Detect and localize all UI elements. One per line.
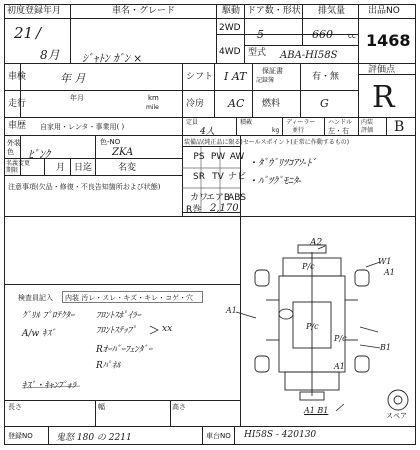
- hw-doors: 5: [257, 28, 264, 41]
- mark-p-top: P/c: [302, 262, 315, 271]
- length-label: 長さ: [8, 403, 22, 411]
- shift-label: シフト: [186, 72, 214, 82]
- grade-label: 評価点: [368, 65, 396, 75]
- cc-unit: cc: [348, 32, 356, 40]
- nc-type: 名変: [118, 163, 137, 173]
- color-no-label: 色-NO: [100, 138, 121, 146]
- equipment-title: 装備品(純正品に限る): [184, 139, 243, 146]
- equip-abs: ABS: [228, 193, 246, 203]
- inspector-note-2: A/w ｷｽﾞ: [22, 329, 56, 339]
- mark-a1-left: A1: [226, 306, 237, 315]
- inspector-note-6: Rﾊﾟﾈﾙ: [96, 361, 121, 371]
- mark-a1-right: A1: [384, 268, 395, 277]
- chassis-label: 車台NO: [206, 432, 231, 440]
- inspector-note-1: ｸﾞﾘﾙ ﾌﾟﾛﾃｸﾀｰ: [22, 311, 75, 321]
- usage-label: 車歴: [8, 121, 27, 131]
- hw-year: 21: [14, 24, 34, 42]
- hw-displacement: 660: [312, 28, 333, 41]
- r-value: 2,170: [210, 203, 239, 214]
- dealer-label: ディーラー: [286, 119, 316, 126]
- cooling-value: AC: [228, 97, 245, 110]
- inspector-note-5: ﾌﾛﾝﾄｽﾃｯﾌﾟ: [96, 326, 137, 336]
- mark-a2: A2: [310, 238, 323, 248]
- fuel-label: 燃料: [262, 99, 281, 109]
- mark-p-mid: P/c: [306, 322, 319, 331]
- equip-aw: AW: [229, 152, 245, 162]
- inspector-categories: 内装 汚レ・スレ・キズ・キレ・コゲ・穴: [65, 294, 194, 302]
- sales-point-1: ・ﾀﾞｳﾞﾘﾂｺｱｿ-ﾄﾞ: [248, 158, 317, 169]
- shaken-value: 年 月: [60, 72, 86, 85]
- unit-mile: mile: [146, 104, 159, 111]
- car-name-label: 車名・グレード: [112, 6, 176, 16]
- nc-month: 月: [56, 163, 66, 173]
- equip-airbag: エアB: [205, 193, 231, 203]
- warranty-sub: 記録簿: [256, 77, 275, 84]
- loading-unit: kg: [272, 127, 280, 134]
- hw-month: 8月: [40, 48, 60, 62]
- shift-value: I AT: [224, 70, 247, 83]
- mark-b1: B1: [380, 343, 391, 352]
- drive-4wd: 4WD: [219, 47, 241, 57]
- r-label: R巻: [186, 205, 202, 215]
- capacity-label: 定員: [186, 119, 199, 126]
- nc-day: 日迄: [74, 163, 93, 173]
- lot-number: 1468: [366, 31, 411, 50]
- drive-2wd: 2WD: [219, 23, 241, 33]
- warranty-value: 有・無: [312, 72, 340, 82]
- displacement-label: 排気量: [318, 6, 346, 16]
- dealer-sub: 並行: [292, 127, 305, 134]
- sales-point-title: セールスポイント(正常に作動するもの): [243, 139, 350, 146]
- inspector-title: 検査員記入: [18, 294, 53, 302]
- usage-value: 自家用・レンタ・事業用( ): [40, 123, 125, 131]
- name-change-sub: 期限: [6, 167, 19, 174]
- inspector-note-8: ｷｽﾞ・ｷｬﾝﾌﾟｫﾗ: [22, 381, 77, 391]
- color-no-value: ZKA: [112, 147, 134, 158]
- hw-car-name: ｼﾞｬﾄﾝ ｶﾞﾝ ×: [82, 52, 143, 65]
- shaken-label: 車検: [8, 72, 27, 82]
- loading-label: 積載: [240, 119, 253, 126]
- equip-tv: TV: [212, 172, 224, 182]
- drive-label: 駆動: [222, 6, 241, 16]
- chassis-value: HI58S - 420130: [244, 430, 317, 440]
- model-label: 型式: [248, 48, 267, 58]
- inspector-note-7: xx: [162, 324, 173, 334]
- mark-a1-bottom: A1: [334, 362, 345, 371]
- hw-slash: /: [36, 24, 42, 42]
- first-reg-label: 初度登録年月: [7, 6, 62, 16]
- doors-label: ドア数・形状: [247, 6, 301, 16]
- hw-model-code: ABA-HI58S: [280, 50, 338, 61]
- unit-km: km: [148, 94, 159, 102]
- name-change-label: 名義変更: [6, 160, 31, 167]
- grade-value: R: [372, 80, 395, 115]
- lot-no-label: 出品NO: [368, 6, 400, 16]
- sales-point-2: ・ﾊﾞﾂｸﾞﾓﾆﾀ-: [248, 176, 302, 187]
- cooling-label: 冷房: [186, 99, 205, 109]
- color-sub: 色: [7, 148, 14, 156]
- mark-w1: W1: [378, 257, 392, 266]
- equip-navi: ナビ: [227, 172, 246, 182]
- width-label: 幅: [98, 403, 105, 411]
- height-label: 高さ: [172, 403, 186, 411]
- interior-value: B: [394, 119, 405, 135]
- reg-no-label: 登録NO: [8, 432, 33, 440]
- interior-sub: 評価: [361, 127, 374, 134]
- color-value: ﾋﾟﾝｸ: [28, 148, 50, 161]
- mark-a1-underline: A1 B1: [304, 406, 329, 415]
- spare-label: スペア: [386, 412, 407, 420]
- capacity-value: 4人: [200, 127, 215, 137]
- inspector-note-3: Rｵｰﾊﾞｰﾌｪﾝﾀﾞｰ: [96, 345, 153, 355]
- mark-p-right: P/c: [334, 334, 347, 343]
- fuel-value: G: [320, 97, 329, 110]
- inspector-note-4: ﾌﾛﾝﾄｽﾎﾟｲﾗｰ: [96, 311, 142, 321]
- interior-label: 内装: [361, 119, 374, 126]
- reg-no-value: 鬼怒 180 の 2211: [56, 433, 132, 443]
- equip-leather: カワ: [189, 193, 208, 203]
- mileage-label: 走行: [8, 99, 27, 109]
- handle-value: 左・右: [328, 127, 349, 135]
- color-label: 外装: [7, 139, 21, 147]
- equip-sr: SR: [193, 172, 205, 182]
- handle-label: ハンドル: [328, 119, 353, 126]
- equip-pw: PW: [210, 152, 226, 162]
- warranty-label: 保証書: [262, 67, 283, 75]
- notes-title: 注意事項(欠品・修復・不良告知箇所および状態): [8, 183, 161, 191]
- equip-ps: PS: [193, 152, 205, 162]
- unit-year-month: 年月: [70, 94, 84, 102]
